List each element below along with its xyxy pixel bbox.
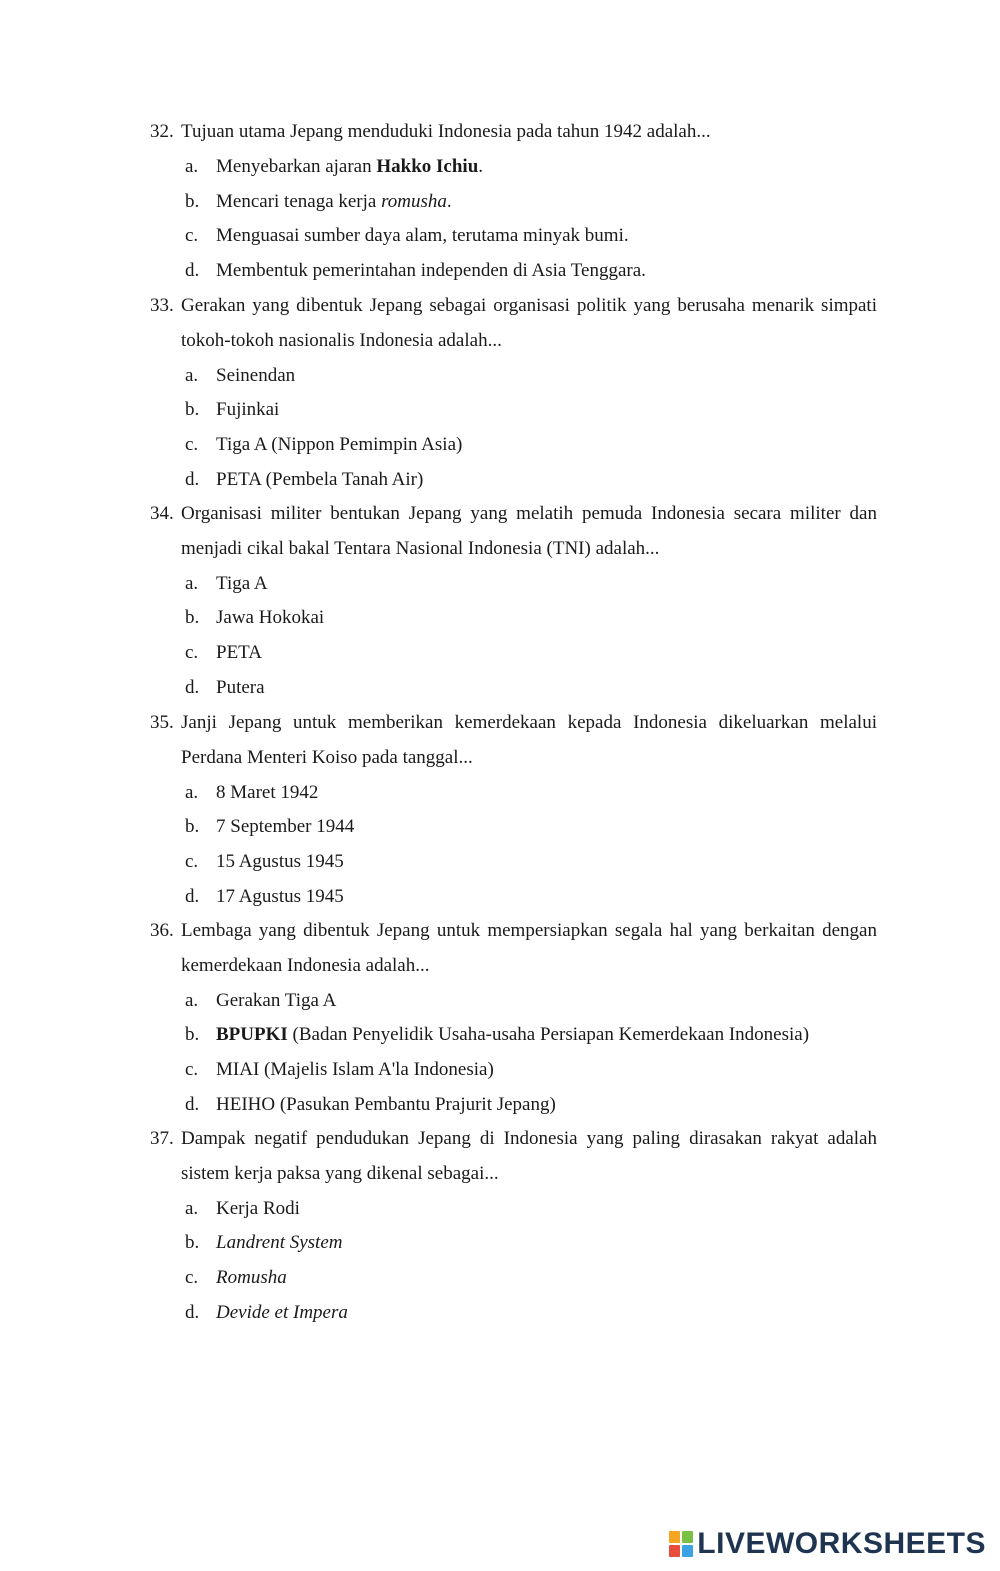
option-letter: a. [185, 155, 199, 177]
option-a[interactable] [150, 567, 877, 602]
option-letter: c. [185, 1267, 199, 1289]
option-a[interactable] [150, 150, 877, 185]
question-stem [150, 1122, 877, 1192]
question-number: 32. [150, 121, 174, 142]
option-letter: d. [185, 676, 200, 698]
question-34 [150, 497, 877, 706]
question-number: 36. [150, 920, 174, 941]
question-text: Lembaga yang dibentuk Jepang untuk mempersiapkan segala hal yang berkaitan dengan kemerdekaan Indonesia adalah... [181, 920, 877, 976]
logo-block [682, 1531, 693, 1543]
option-text-italic: romusha [381, 190, 447, 212]
option-text: HEIHO (Pasukan Pembantu Prajurit Jepang) [216, 1093, 556, 1115]
option-text-suffix: . [446, 190, 452, 212]
liveworksheets-watermark [669, 1527, 986, 1561]
question-stem [150, 497, 877, 567]
question-number: 35. [150, 712, 174, 733]
option-b[interactable] [150, 601, 877, 636]
question-35 [150, 706, 877, 915]
option-b[interactable] [150, 393, 877, 428]
option-letter: b. [185, 399, 200, 421]
question-number: 33. [150, 295, 174, 316]
option-text-bold: BPUPKI [216, 1024, 288, 1046]
option-c[interactable] [150, 845, 877, 880]
option-b[interactable] [150, 185, 877, 220]
question-text: Janji Jepang untuk memberikan kemerdekaan kepada Indonesia dikeluarkan melalui Perdana Menteri Koiso pada tanggal... [181, 712, 877, 768]
option-text: 15 Agustus 1945 [216, 851, 344, 873]
option-text: Menyebarkan ajaran [216, 155, 377, 177]
option-text: Gerakan Tiga A [216, 989, 337, 1011]
logo-block [669, 1531, 680, 1543]
option-a[interactable] [150, 1192, 877, 1227]
option-d[interactable] [150, 880, 877, 915]
option-text: Putera [216, 676, 265, 698]
option-d[interactable] [150, 671, 877, 706]
option-letter: a. [185, 572, 199, 594]
liveworksheets-logo-icon [669, 1531, 693, 1557]
option-text: Mencari tenaga kerja [216, 190, 382, 212]
question-number: 34. [150, 503, 174, 524]
answer-options [150, 359, 877, 498]
watermark-text: LIVEWORKSHEETS [697, 1527, 986, 1560]
logo-block [669, 1545, 680, 1557]
question-32 [150, 115, 877, 289]
option-d[interactable] [150, 1296, 877, 1331]
question-text: Tujuan utama Jepang menduduki Indonesia pada tahun 1942 adalah... [181, 121, 711, 142]
logo-block [682, 1545, 693, 1557]
option-a[interactable] [150, 359, 877, 394]
option-c[interactable] [150, 636, 877, 671]
answer-options [150, 1192, 877, 1331]
answer-options [150, 984, 877, 1123]
option-text: Tiga A (Nippon Pemimpin Asia) [216, 434, 463, 456]
option-letter: a. [185, 364, 199, 386]
option-letter: b. [185, 190, 200, 212]
option-letter: c. [185, 642, 199, 664]
option-text: 7 September 1944 [216, 816, 355, 838]
option-d[interactable] [150, 254, 877, 289]
option-text: Tiga A [216, 572, 268, 594]
option-a[interactable] [150, 776, 877, 811]
question-33 [150, 289, 877, 498]
option-text: 8 Maret 1942 [216, 781, 319, 803]
option-c[interactable] [150, 219, 877, 254]
option-letter: d. [185, 885, 200, 907]
option-letter: c. [185, 434, 199, 456]
option-c[interactable] [150, 1261, 877, 1296]
option-text: PETA [216, 642, 262, 664]
option-text: Kerja Rodi [216, 1197, 300, 1219]
option-text: Jawa Hokokai [216, 607, 325, 629]
option-text-suffix: . [478, 155, 484, 177]
option-letter: d. [185, 1093, 200, 1115]
option-text: 17 Agustus 1945 [216, 885, 344, 907]
option-letter: d. [185, 468, 200, 490]
option-letter: d. [185, 1301, 200, 1323]
option-c[interactable] [150, 1053, 877, 1088]
question-stem [150, 914, 877, 984]
option-letter: c. [185, 1059, 199, 1081]
option-letter: b. [185, 1024, 200, 1046]
option-letter: b. [185, 1232, 200, 1254]
option-c[interactable] [150, 428, 877, 463]
option-text: MIAI (Majelis Islam A'la Indonesia) [216, 1059, 494, 1081]
question-37 [150, 1122, 877, 1331]
option-a[interactable] [150, 984, 877, 1019]
question-stem [150, 706, 877, 776]
question-text: Organisasi militer bentukan Jepang yang melatih pemuda Indonesia secara militer dan menjadi cikal bakal Tentara Nasional Indonesia (TNI) adalah... [181, 503, 877, 559]
option-text: PETA (Pembela Tanah Air) [216, 468, 424, 490]
option-text-suffix: (Badan Penyelidik Usaha-usaha Persiapan Kemerdekaan Indonesia) [287, 1024, 810, 1046]
answer-options [150, 567, 877, 706]
option-letter: c. [185, 851, 199, 873]
question-36 [150, 914, 877, 1123]
option-text-italic: Devide et Impera [216, 1301, 348, 1323]
option-text-italic: Romusha [216, 1267, 287, 1289]
option-d[interactable] [150, 463, 877, 498]
answer-options [150, 150, 877, 289]
question-text: Gerakan yang dibentuk Jepang sebagai organisasi politik yang berusaha menarik simpati tokoh-tokoh nasionalis Indonesia adalah... [181, 295, 877, 351]
option-text: Menguasai sumber daya alam, terutama minyak bumi. [216, 225, 629, 247]
option-letter: a. [185, 989, 199, 1011]
option-letter: d. [185, 260, 200, 282]
question-stem [150, 289, 877, 359]
answer-options [150, 776, 877, 915]
option-text: Seinendan [216, 364, 296, 386]
option-b[interactable] [150, 1018, 877, 1053]
option-text-bold: Hakko Ichiu [376, 155, 479, 177]
question-stem [150, 115, 877, 150]
question-number: 37. [150, 1128, 174, 1149]
question-text: Dampak negatif pendudukan Jepang di Indonesia yang paling dirasakan rakyat adalah sistem kerja paksa yang dikenal sebagai... [181, 1128, 877, 1184]
option-b[interactable] [150, 1226, 877, 1261]
option-letter: a. [185, 781, 199, 803]
option-d[interactable] [150, 1088, 877, 1123]
option-letter: c. [185, 225, 199, 247]
option-letter: a. [185, 1197, 199, 1219]
option-text: Membentuk pemerintahan independen di Asia Tenggara. [216, 260, 646, 282]
option-letter: b. [185, 607, 200, 629]
option-b[interactable] [150, 810, 877, 845]
option-text: Fujinkai [216, 399, 280, 421]
option-text-italic: Landrent System [216, 1232, 343, 1254]
option-letter: b. [185, 816, 200, 838]
